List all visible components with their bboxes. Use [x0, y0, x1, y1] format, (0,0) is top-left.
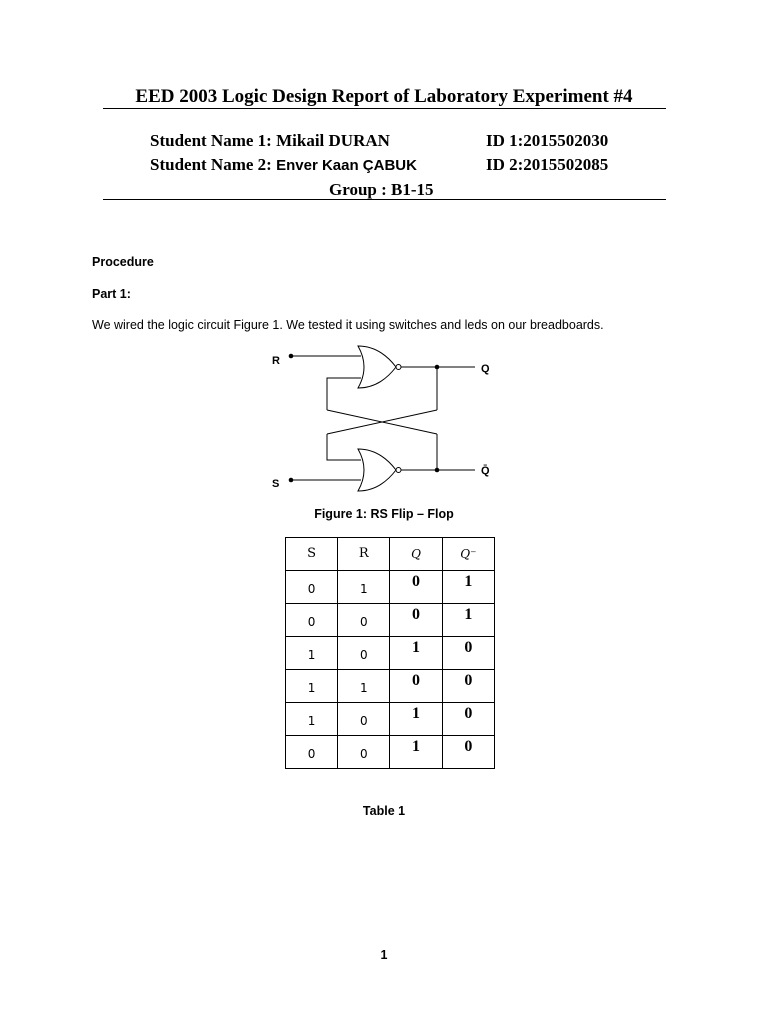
- cell-s: 0: [307, 582, 316, 596]
- cell-q: 0: [412, 606, 421, 623]
- cell-r: 0: [359, 648, 368, 662]
- table-row: [286, 571, 495, 604]
- report-title: EED 2003 Logic Design Report of Laboratory Experiment #4: [135, 86, 633, 107]
- cell-r: 1: [359, 582, 368, 596]
- student2-id: ID 2:2015502085: [486, 155, 609, 174]
- cell-q: 1: [412, 639, 421, 656]
- procedure-heading: Procedure: [92, 255, 154, 269]
- top-feedback-wire: [327, 378, 361, 410]
- cell-qbar: 0: [464, 705, 473, 722]
- label-qbar: Q̄: [481, 465, 490, 477]
- table-header-row: [286, 538, 495, 571]
- cell-s: 1: [307, 648, 316, 662]
- cell-qbar: 1: [464, 573, 473, 590]
- cell-qbar: 1: [464, 606, 473, 623]
- cell-s: 1: [307, 681, 316, 695]
- cell-q: 1: [412, 738, 421, 755]
- table-caption: Table 1: [362, 804, 406, 818]
- table-row: [286, 604, 495, 637]
- student2-name: Enver Kaan ÇABUK: [276, 157, 417, 174]
- cell-qbar: 0: [464, 738, 473, 755]
- table-row: [286, 637, 495, 670]
- header-qbar: Q⁻: [460, 547, 477, 561]
- student1-id: ID 1:2015502030: [486, 131, 609, 150]
- cell-r: 1: [359, 681, 368, 695]
- group-label: Group : B1-15: [329, 180, 434, 199]
- student1-label: Student Name 1:: [150, 131, 272, 150]
- header-s: S: [307, 546, 317, 561]
- student2-label: Student Name 2:: [150, 155, 272, 174]
- cell-r: 0: [359, 615, 368, 629]
- cell-s: 0: [307, 615, 316, 629]
- page-number: 1: [380, 948, 388, 962]
- cell-q: 0: [412, 573, 421, 590]
- cell-r: 0: [359, 747, 368, 761]
- cell-s: 1: [307, 714, 316, 728]
- top-nor-gate: [358, 346, 396, 388]
- bottom-feedback-wire: [327, 434, 361, 460]
- label-r: R: [272, 355, 280, 367]
- part1-heading: Part 1:: [92, 287, 131, 301]
- cell-qbar: 0: [464, 639, 473, 656]
- table-row: [286, 703, 495, 736]
- procedure-paragraph: We wired the logic circuit Figure 1. We tested it using switches and leds on our breadboards.: [92, 318, 604, 332]
- truth-table: [285, 537, 495, 769]
- label-q: Q: [481, 363, 490, 375]
- top-nor-bubble: [396, 365, 401, 370]
- header-q: Q: [411, 547, 421, 561]
- cell-q: 1: [412, 705, 421, 722]
- table-row: [286, 670, 495, 703]
- student1-name: Mikail DURAN: [276, 131, 390, 150]
- bottom-nor-bubble: [396, 468, 401, 473]
- cell-qbar: 0: [464, 672, 473, 689]
- cell-q: 0: [412, 672, 421, 689]
- bottom-nor-gate: [358, 449, 396, 491]
- cell-s: 0: [307, 747, 316, 761]
- header-r: R: [358, 546, 369, 561]
- label-s: S: [272, 478, 280, 490]
- figure-caption: Figure 1: RS Flip – Flop: [314, 507, 454, 521]
- table-row: [286, 736, 495, 769]
- cell-r: 0: [359, 714, 368, 728]
